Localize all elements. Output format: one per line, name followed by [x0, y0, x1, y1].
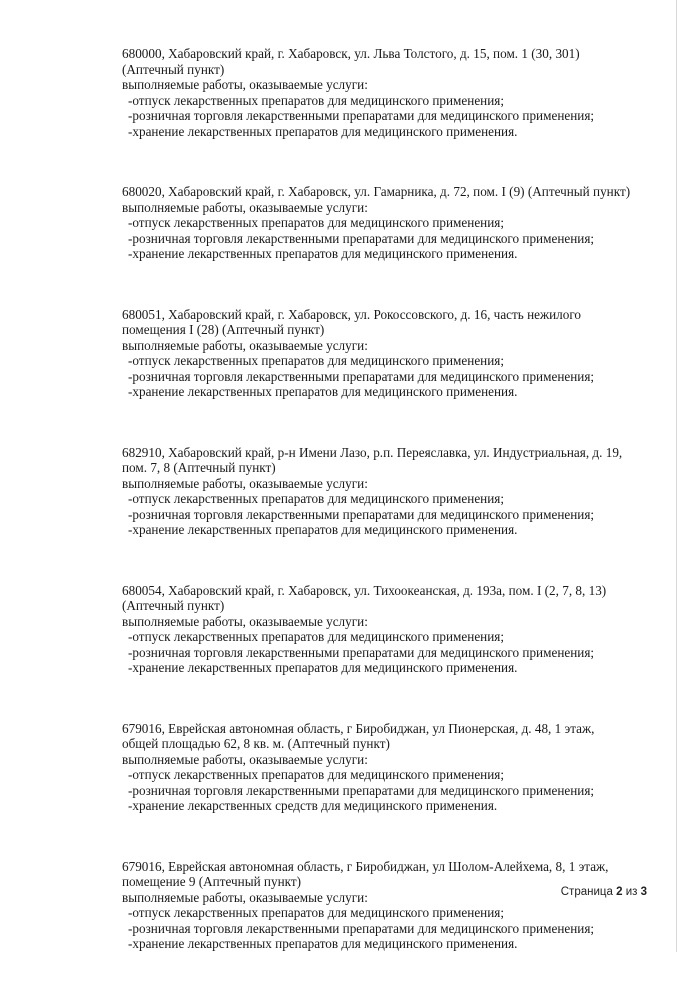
entry-service: -розничная торговля лекарственными препаратами для медицинского применения;: [128, 506, 595, 522]
entry-service: -отпуск лекарственных препаратов для медицинского применения;: [128, 905, 505, 920]
entry-service: -отпуск лекарственных препаратов для медицинского применения;: [128, 215, 505, 230]
entry-address: 682910, Хабаровский край, р-н Имени Лазо, р.п. Переяславка, ул. Индустриальная, д. 19, пом. 7, 8 (Аптечный пункт): [122, 444, 623, 475]
page-label: Страница: [560, 886, 613, 898]
entry-address: 680020, Хабаровский край, г. Хабаровск, ул. Гамарника, д. 72, пом. I (9) (Аптечный пункт): [122, 184, 631, 199]
entry-service: -розничная торговля лекарственными препаратами для медицинского применения;: [128, 782, 595, 798]
entry-service: -отпуск лекарственных препаратов для медицинского применения;: [128, 629, 505, 644]
current-page-number: 2: [616, 886, 623, 898]
entry-service: -отпуск лекарственных препаратов для медицинского применения;: [128, 92, 505, 108]
entry-service: -розничная торговля лекарственными препаратами для медицинского применения;: [128, 644, 595, 660]
page-separator: из: [625, 886, 638, 898]
pharmacy-entry: [122, 307, 632, 400]
pharmacy-entry: [122, 46, 632, 139]
entry-service: -розничная торговля лекарственными препаратами для медицинского применения;: [128, 368, 595, 384]
total-pages-number: 3: [640, 886, 647, 898]
page-number-footer: [561, 886, 647, 898]
entry-service: -хранение лекарственных препаратов для медицинского применения.: [128, 522, 518, 537]
entry-works-title: выполняемые работы, оказываемые услуги:: [122, 751, 368, 767]
entry-service: -хранение лекарственных средств для медицинского применения.: [128, 798, 498, 813]
entry-service: -отпуск лекарственных препаратов для медицинского применения;: [128, 353, 505, 368]
entry-service: -хранение лекарственных препаратов для медицинского применения.: [128, 123, 518, 139]
entry-service: -розничная торговля лекарственными препаратами для медицинского применения;: [128, 920, 595, 936]
entry-service: -отпуск лекарственных препаратов для медицинского применения;: [128, 767, 505, 782]
entry-works-title: выполняемые работы, оказываемые услуги:: [122, 337, 368, 353]
entry-address: 679016, Еврейская автономная область, г Биробиджан, ул Шолом-Алейхема, 8, 1 этаж, помещение 9 (Аптечный пункт): [122, 858, 609, 889]
entry-works-title: выполняемые работы, оказываемые услуги:: [122, 77, 368, 92]
entry-address: 680000, Хабаровский край, г. Хабаровск, ул. Льва Толстого, д. 15, пом. 1 (30, 301) (Аптечный пункт): [122, 46, 580, 77]
entry-service: -розничная торговля лекарственными препаратами для медицинского применения;: [128, 230, 595, 246]
entry-service: -хранение лекарственных препаратов для медицинского применения.: [128, 936, 518, 951]
entry-service: -хранение лекарственных препаратов для медицинского применения.: [128, 660, 518, 675]
entry-works-title: выполняемые работы, оказываемые услуги:: [122, 613, 368, 629]
entry-address: 679016, Еврейская автономная область, г Биробиджан, ул Пионерская, д. 48, 1 этаж, общей площадью 62, 8 кв. м. (Аптечный пункт): [122, 720, 595, 751]
entry-works-title: выполняемые работы, оказываемые услуги:: [122, 889, 368, 905]
pharmacy-entry: [122, 583, 632, 676]
entry-service: -отпуск лекарственных препаратов для медицинского применения;: [128, 491, 505, 506]
pharmacy-entry: [122, 721, 632, 814]
entry-service: -хранение лекарственных препаратов для медицинского применения.: [128, 246, 518, 261]
entry-address: 680051, Хабаровский край, г. Хабаровск, ул. Рокоссовского, д. 16, часть нежилого помещения I (28) (Аптечный пункт): [122, 306, 582, 337]
entry-service: -хранение лекарственных препаратов для медицинского применения.: [128, 384, 518, 399]
pharmacy-entries-list: [122, 46, 632, 997]
pharmacy-entry: [122, 184, 632, 262]
entry-service: -розничная торговля лекарственными препаратами для медицинского применения;: [128, 108, 595, 123]
pharmacy-entry: [122, 859, 632, 952]
entry-works-title: выполняемые работы, оказываемые услуги:: [122, 475, 368, 491]
entry-works-title: выполняемые работы, оказываемые услуги:: [122, 199, 368, 215]
entry-address: 680054, Хабаровский край, г. Хабаровск, ул. Тихоокеанская, д. 193а, пом. I (2, 7, 8, 13) (Аптечный пункт): [122, 582, 607, 613]
pharmacy-entry: [122, 445, 632, 538]
